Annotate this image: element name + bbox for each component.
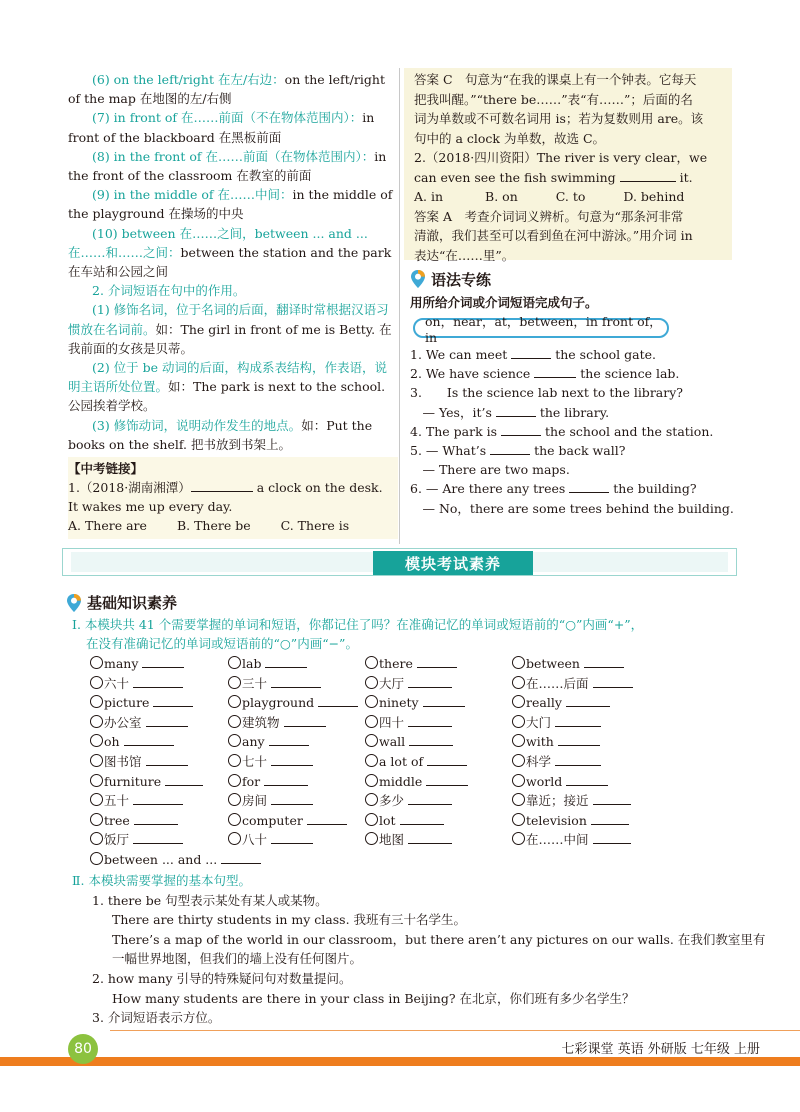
vocab-item[interactable]: furniture <box>90 772 261 792</box>
vocab-item[interactable]: computer <box>228 811 358 831</box>
pattern-1-example-1: There are thirty students in my class. 我班有三十名学生。 <box>112 912 467 928</box>
section-1-instruction: Ⅰ. 本模块共 41 个需要掌握的单词和短语，你都记住了吗？在准确记忆的单词或短语前的“○”内画“+”， 在没有准确记忆的单词或短语前的“○”内画“−”。 <box>72 617 644 651</box>
option-c: C. There is <box>280 518 350 533</box>
footer-bar <box>0 1057 800 1066</box>
prep-item-7: (7) in front of 在……前面（不在物体范围内）：in front of the blackboard 在黑板前面 <box>68 110 375 145</box>
vocab-column-2 <box>228 654 358 850</box>
vocab-item[interactable]: many <box>90 654 261 674</box>
answer-2-line2: 清澈，我们甚至可以看到鱼在河中游泳。”用介词 in <box>414 228 693 243</box>
vocab-item[interactable]: picture <box>90 693 261 713</box>
grammar-item: — There are two maps. <box>410 462 570 478</box>
usage-3: (3) 修饰动词，说明动作发生的地点。如：Put the books on the shelf. 把书放到书架上。 <box>68 417 373 452</box>
word-bank-box <box>413 313 669 345</box>
vocab-item[interactable]: 科学 <box>512 752 633 772</box>
question-2-line1: 2.（2018·四川资阳）The river is very clear，we <box>414 150 708 165</box>
usage-title: 2. 介词短语在句中的作用。 <box>92 283 246 299</box>
vocab-item[interactable]: television <box>512 811 633 831</box>
vocab-item[interactable]: 三十 <box>228 674 358 694</box>
pattern-1-title: 1. there be 句型表示某处有某人或某物。 <box>92 892 328 908</box>
location-pin-icon <box>66 593 82 613</box>
answer-box <box>404 68 732 263</box>
grammar-instruction: 用所给介词或介词短语完成句子。 <box>410 295 598 310</box>
vocab-item[interactable]: 大门 <box>512 713 633 733</box>
vocab-item[interactable]: oh <box>90 732 261 752</box>
column-divider <box>399 68 400 544</box>
prep-item-9: (9) in the middle of 在……中间：in the middle of the playground 在操场的中央 <box>68 187 393 222</box>
vocab-item[interactable]: 六十 <box>90 674 261 694</box>
banner-title: 模块考试素养 <box>373 551 533 575</box>
vocab-item[interactable]: a lot of <box>365 752 468 772</box>
pattern-1-example-2-cont: 一幅世界地图，但我们的墙上没有任何图片。 <box>112 951 363 967</box>
grammar-item: 3. Is the science lab next to the library? <box>410 385 683 401</box>
vocab-item[interactable]: really <box>512 693 633 713</box>
vocab-item[interactable]: wall <box>365 732 468 752</box>
answer-1-line4: 句中的 a clock 为单数，故选 C。 <box>414 130 606 146</box>
grammar-item: 1. We can meet the school gate. <box>410 347 656 362</box>
vocab-item[interactable]: middle <box>365 772 468 792</box>
footer-line <box>110 1030 800 1031</box>
vocab-item[interactable]: any <box>228 732 358 752</box>
pattern-3-title: 3. 介词短语表示方位。 <box>92 1010 221 1026</box>
answer-1-line3: 词为单数或不可数名词用 is；若为复数则用 are。该 <box>414 111 704 126</box>
prep-item-10: (10) between 在……之间，between ... and ... 在……和……之间：between the station and the park 在车站和公园之间 <box>68 225 392 280</box>
vocab-item[interactable]: for <box>228 772 358 792</box>
vocab-item[interactable]: 五十 <box>90 791 261 811</box>
prep-item-8: (8) in the front of 在……前面（在物体范围内）：in the front of the classroom 在教室的前面 <box>68 148 387 184</box>
vocab-column-3 <box>365 654 468 850</box>
prep-item-6: (6) on the left/right 在左/右边：on the left/right of the map 在地图的左/右侧 <box>68 72 385 107</box>
usage-1: (1) 修饰名词，位于名词的后面，翻译时常根据汉语习惯放在名词前。如：The girl in front of me is Betty. 在我前面的女孩是贝蒂。 <box>68 302 392 356</box>
vocab-item[interactable]: 图书馆 <box>90 752 261 772</box>
vocab-item[interactable]: 房间 <box>228 791 358 811</box>
option-a: A. There are <box>68 518 147 533</box>
vocab-item[interactable]: with <box>512 732 633 752</box>
vocab-item[interactable]: 七十 <box>228 752 358 772</box>
answer-1-line2: 把我叫醒。”“there be……”表“有……”；后面的名 <box>414 91 693 107</box>
vocab-item[interactable]: 在……后面 <box>512 674 633 694</box>
answer-2-line3: 表达“在……里”。 <box>414 247 515 263</box>
section-2 <box>72 871 766 1028</box>
grammar-item: 5. — What’s the back wall? <box>410 443 626 459</box>
grammar-title: 语法专练 <box>431 270 492 289</box>
zhongkao-title: 【中考链接】 <box>68 461 144 476</box>
vocab-item[interactable]: playground <box>228 693 358 713</box>
left-column <box>68 70 396 454</box>
grammar-item: — Yes，it’s the library. <box>410 404 610 420</box>
vocab-item[interactable]: 地图 <box>365 830 468 850</box>
vocab-item[interactable]: 靠近；接近 <box>512 791 633 811</box>
option-b: B. There be <box>176 518 251 533</box>
vocab-item[interactable]: between ... and ... <box>90 850 261 870</box>
location-pin-icon <box>410 269 426 289</box>
usage-2: (2) 位于 be 动词的后面，构成系表结构，作表语，说明主语所处位置。如：The park is next to the school. 公园挨着学校。 <box>68 360 388 414</box>
zhongkao-question: 1.（2018·湖南湘潭） a clock on the desk. <box>68 480 383 495</box>
vocab-item[interactable]: between <box>512 654 633 674</box>
pattern-1-example-2: There’s a map of the world in our classroom，but there aren’t any pictures on our walls. 在我们教室里有 <box>112 931 766 947</box>
vocab-column-4 <box>512 654 633 850</box>
section-2-title: Ⅱ. 本模块需要掌握的基本句型。 <box>72 873 251 888</box>
module-exam-banner <box>62 548 737 576</box>
answer-2-line1: 答案 A 考查介词词义辨析。句意为“那条河非常 <box>414 208 684 224</box>
vocab-item[interactable]: 饭厅 <box>90 830 261 850</box>
basic-section-header <box>66 592 177 613</box>
vocab-item[interactable]: 八十 <box>228 830 358 850</box>
question-2-options: A. in B. on C. to D. behind <box>414 189 685 204</box>
page-number: 80 <box>68 1034 98 1064</box>
vocab-item[interactable]: 大厅 <box>365 674 468 694</box>
question-2-line2: can even see the fish swimming it. <box>414 169 693 185</box>
pattern-2-title: 2. how many 引导的特殊疑问句对数量提问。 <box>92 970 352 986</box>
vocab-item[interactable]: tree <box>90 811 261 831</box>
basic-title: 基础知识素养 <box>87 594 178 612</box>
grammar-items <box>410 345 740 518</box>
vocab-item[interactable]: 建筑物 <box>228 713 358 733</box>
vocab-item[interactable]: 办公室 <box>90 713 261 733</box>
zhongkao-options <box>68 516 396 535</box>
vocab-item[interactable]: ninety <box>365 693 468 713</box>
grammar-item: — No，there are some trees behind the building. <box>410 500 734 516</box>
vocab-item[interactable]: there <box>365 654 468 674</box>
zhongkao-question-line2: It wakes me up every day. <box>68 499 233 514</box>
grammar-item: 2. We have science the science lab. <box>410 366 680 382</box>
word-bank: on，near，at，between，in front of，in <box>425 313 662 345</box>
answer-1-line1: 答案 C 句意为“在我的课桌上有一个钟表。它每天 <box>414 72 697 87</box>
vocab-item[interactable]: lab <box>228 654 358 674</box>
vocab-item[interactable]: 多少 <box>365 791 468 811</box>
vocab-item[interactable]: 四十 <box>365 713 468 733</box>
vocab-item[interactable]: 在……中间 <box>512 830 633 850</box>
vocab-item[interactable]: world <box>512 772 633 792</box>
grammar-section-header <box>410 268 491 290</box>
pattern-2-example: How many students are there in your class in Beijing? 在北京，你们班有多少名学生？ <box>112 990 635 1006</box>
publisher-info: 七彩课堂 英语 外研版 七年级 上册 <box>561 1042 760 1057</box>
zhongkao-link-box <box>68 457 398 539</box>
vocab-item[interactable]: lot <box>365 811 468 831</box>
grammar-item: 4. The park is the school and the station. <box>410 423 714 439</box>
grammar-item: 6. — Are there any trees the building? <box>410 481 697 497</box>
